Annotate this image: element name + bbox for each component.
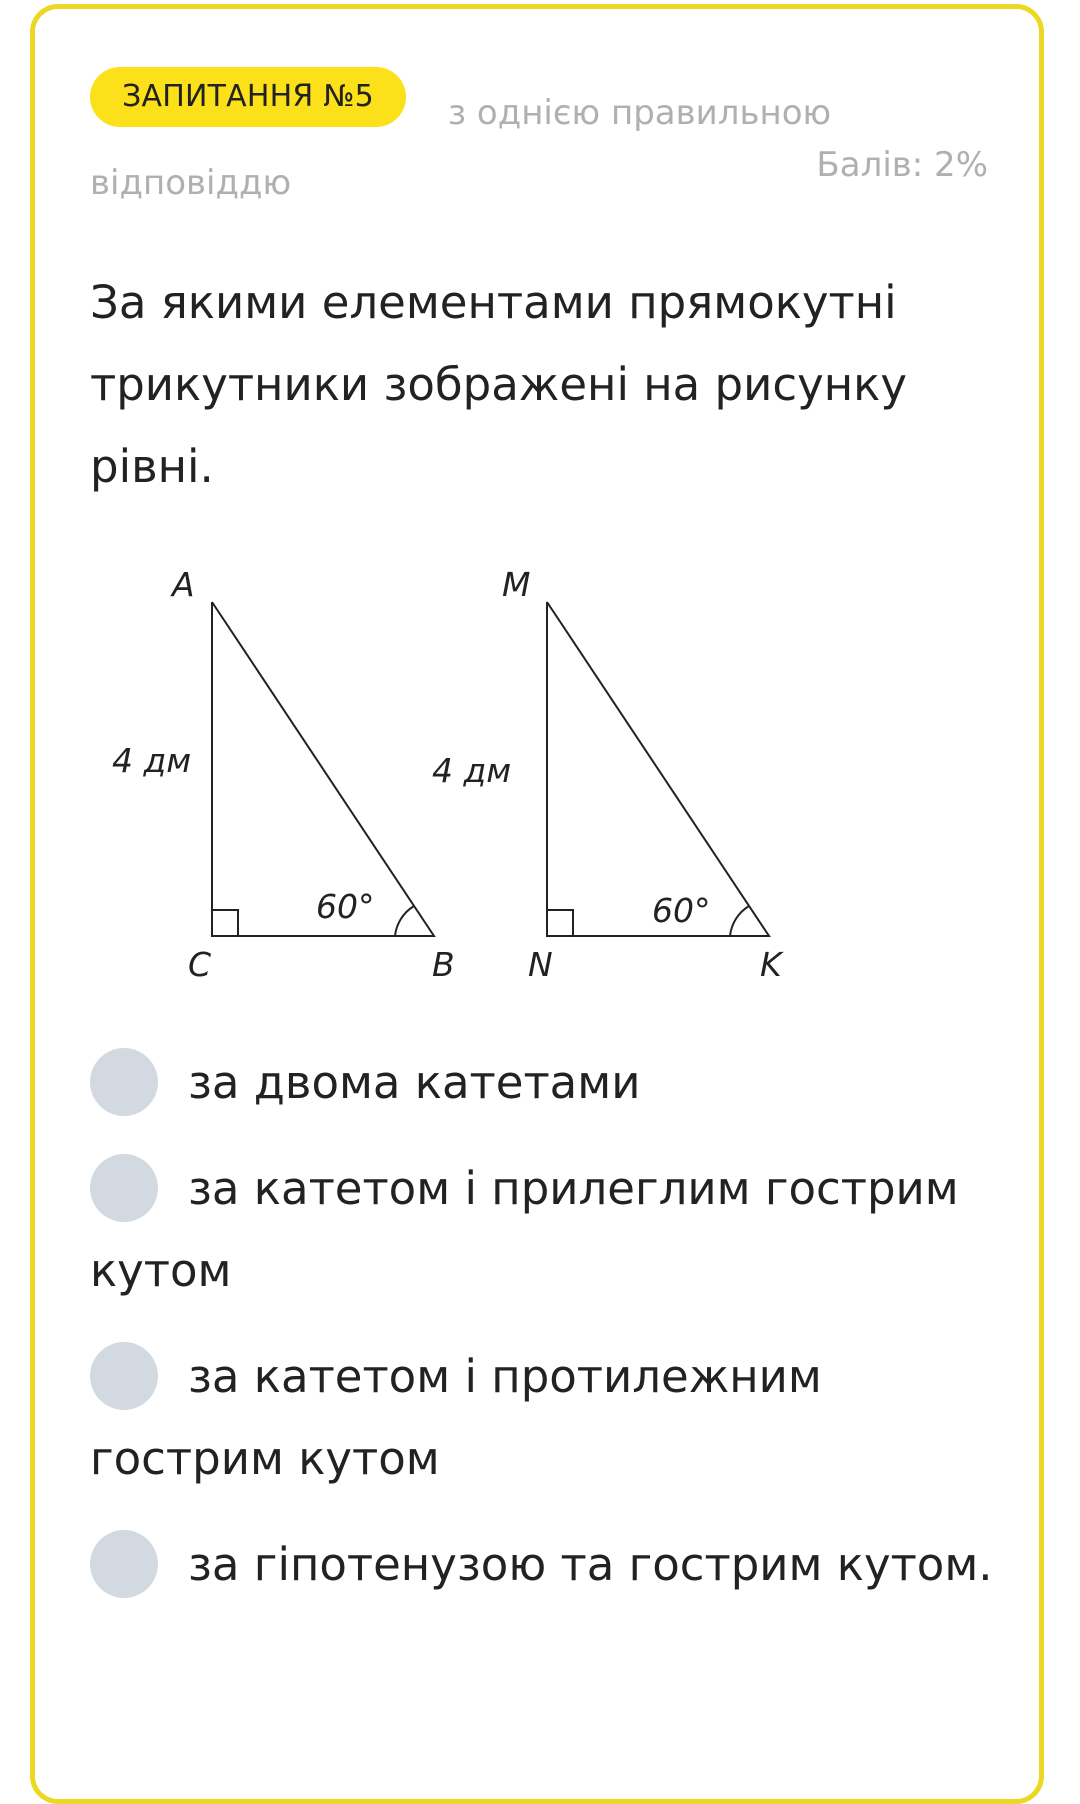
left-triangle [212,602,434,936]
answer-option-2[interactable] [90,1148,1010,1312]
vertex-c-label: C [188,945,212,984]
vertex-a-label: A [172,565,195,604]
right-leg-length-label: 4 дм [432,751,512,790]
answer-options [90,1042,1010,1630]
left-angle-label: 60° [316,887,375,926]
answer-option-1[interactable] [90,1042,1010,1124]
vertex-k-label: K [760,945,782,984]
left-leg-length-label: 4 дм [112,741,192,780]
answer-option-4[interactable] [90,1524,1010,1606]
triangles-figure [100,560,820,990]
radio-button[interactable] [90,1048,158,1116]
answer-option-label: за катетом і протилежним гострим кутом [90,1350,822,1485]
answer-option-label: за двома катетами [188,1056,641,1109]
radio-button[interactable] [90,1530,158,1598]
answer-option-label: за катетом і прилеглим гострим кутом [90,1162,959,1297]
right-triangle [547,602,769,936]
radio-button[interactable] [90,1342,158,1410]
question-type-label: з однією правильною відповіддю [90,93,832,203]
vertex-b-label: B [432,945,455,984]
answer-option-3[interactable] [90,1336,1010,1500]
question-number-badge: ЗАПИТАННЯ №5 [90,67,406,127]
right-angle-label: 60° [652,891,711,930]
vertex-m-label: M [502,565,531,604]
points-label: Балів: 2% [816,145,988,185]
radio-button[interactable] [90,1154,158,1222]
vertex-n-label: N [528,945,553,984]
answer-option-label: за гіпотенузою та гострим кутом. [188,1538,993,1591]
question-text: За якими елементами прямокутні трикутники зображені на рисунку рівні. [90,276,907,493]
